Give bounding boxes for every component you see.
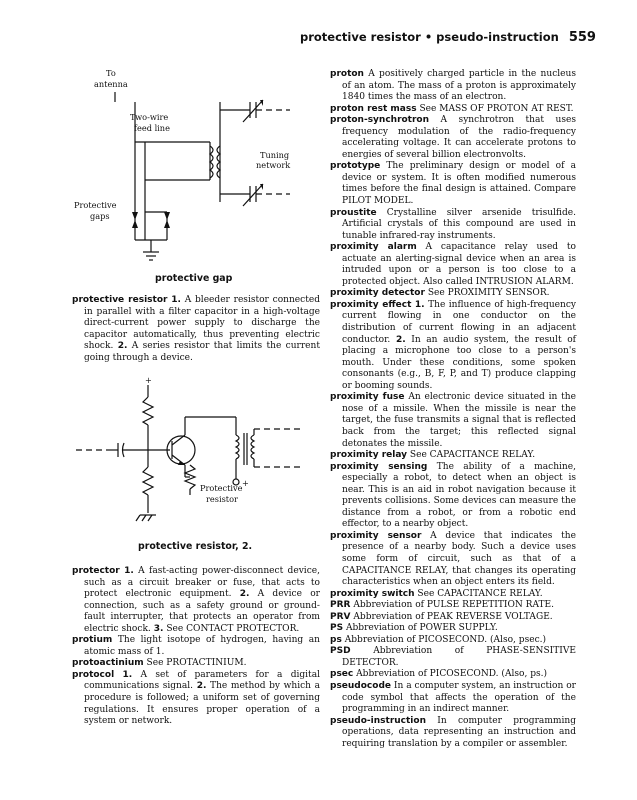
label-protective: Protective — [200, 483, 243, 493]
entry-psd: PSD Abbreviation of PHASE-SENSITIVE DETECTOR. — [330, 646, 576, 668]
entry-proximity-fuse: proximity fuse An electronic device situated in the nose of a missile. When the missile is near the target, the fuse transmits a signal that is reflected back from the target; this reflected signal detonates the missile. — [330, 392, 576, 449]
plus-side: + — [242, 478, 249, 488]
entry-prv: PRV Abbreviation of PEAK REVERSE VOLTAGE. — [330, 611, 553, 622]
label-two-wire: Two-wire — [130, 112, 169, 122]
label-antenna: antenna — [94, 79, 128, 89]
entry-prototype: prototype The preliminary design or model of a device or system. It is often modified numerous times before the final design is attained. Compare PILOT MODEL. — [330, 161, 576, 207]
entry-protium: protium The light isotope of hydrogen, having an atomic mass of 1. — [72, 635, 320, 657]
label-tuning: Tuning — [260, 150, 290, 160]
header-title: protective resistor • pseudo-instruction — [300, 30, 559, 44]
page-number: 559 — [568, 30, 596, 45]
entry-prr: PRR Abbreviation of PULSE REPETITION RATE. — [330, 600, 555, 611]
protective-gap-figure — [60, 62, 320, 272]
label-resistor: resistor — [206, 494, 238, 504]
entry-proximity-effect: proximity effect 1. The influence of high-frequency current flowing in one conductor on the distribution of current flowing in an adjacent conductor. 2. In an audio system, the result of placing a microphone too close to a person's mouth. Under these conditions, some spoken consonants (e.g., B, F, P, and T) produce clapping or booming sounds. — [330, 299, 576, 391]
entry-protector: protector 1. A fast-acting power-disconnect device, such as a circuit breaker or fuse, that acts to protect electronic equipment. 2. A device or connection, such as a safety ground or ground-fault interrupter, that protects an operator from electric shock. 3. See CONTACT PROTECTOR. — [72, 566, 320, 634]
label-network: network — [256, 160, 291, 170]
figure2-caption: protective resistor, 2. — [138, 541, 253, 552]
right-column — [330, 69, 576, 750]
entry-protocol: protocol 1. A set of parameters for a digital communications signal. 2. The method by which a procedure is followed; a uniform set of governing regulations. It ensures proper operation of a system or network. — [72, 669, 320, 727]
entry-proximity-relay: proximity relay See CAPACITANCE RELAY. — [330, 450, 536, 461]
entry-proton-rest-mass: proton rest mass See MASS OF PROTON AT REST. — [330, 103, 574, 114]
entry-psec: psec Abbreviation of PICOSECOND. (Also, ps.) — [330, 669, 548, 680]
figure1-caption: protective gap — [155, 273, 233, 284]
entry-proustite: proustite Crystalline silver arsenide trisulfide. Artificial crystals of this compound are used in tunable infrared-ray instruments. — [330, 207, 576, 241]
label-protective: Protective — [74, 200, 117, 210]
entry-proximity-alarm: proximity alarm A capacitance relay used to actuate an alerting-signal device when an area is intruded upon or a person is too close to a protected object. Also called INTRUSION ALARM. — [330, 242, 576, 287]
entry-protoactinium: protoactinium See PROTACTINIUM. — [72, 658, 247, 669]
entry-proton: proton A positively charged particle in the nucleus of an atom. The mass of a proton is approximately 1840 times the mass of an electron. — [330, 69, 576, 103]
plus-top: + — [145, 375, 152, 385]
protective-resistor-diagram — [68, 375, 328, 535]
protective-gap-diagram — [60, 62, 320, 272]
entry-proximity-sensing: proximity sensing The ability of a machine, especially a robot, to detect when an object is near. This is an aid in robot navigation because it prevents collisions. Some devices can measure the distance from a robot, or from a robotic end effector, to a nearby object. — [330, 461, 576, 530]
entry-term: protective resistor — [72, 295, 168, 305]
label-feed-line: feed line — [134, 123, 170, 133]
entry-ps-upper: PS Abbreviation of POWER SUPPLY. — [330, 623, 498, 634]
entry-pseudo-instruction: pseudo-instruction In computer programming operations, data representing an instruction and requiring translation by a compiler or assembler. — [330, 715, 576, 749]
left-column-bottom — [72, 566, 320, 728]
entry-proximity-switch: proximity switch See CAPACITANCE RELAY. — [330, 588, 543, 599]
protective-resistor-figure — [68, 375, 328, 535]
label-to: To — [106, 68, 116, 78]
entry-pseudocode: pseudocode In a computer system, an instruction or code symbol that affects the operation of the programming in an indirect manner. — [330, 680, 576, 715]
entry-protective-resistor: protective resistor 1. A bleeder resistor connected in parallel with a filter capacitor in a high-voltage direct-current power supply to discharge the capacitor automatically, thus preventing electric shock. 2. A series resistor that limits the current going through a device. — [72, 295, 321, 363]
entry-proximity-detector: proximity detector See PROXIMITY SENSOR. — [330, 288, 550, 299]
label-gaps: gaps — [90, 211, 110, 221]
left-column-top — [72, 295, 320, 364]
entry-proximity-sensor: proximity sensor A device that indicates the presence of a nearby body. Such a device uses some form of circuit, such as that of a CAPACITANCE RELAY, that changes its operating characteristics when an object enters its field. — [330, 530, 576, 588]
entry-proton-synchrotron: proton-synchrotron A synchrotron that uses frequency modulation of the radio-frequency accelerating voltage. It can accelerate protons to energies of several billion electronvolts. — [330, 115, 576, 160]
entry-ps-lower: ps Abbreviation of PICOSECOND. (Also, psec.) — [330, 634, 547, 645]
running-header — [300, 30, 596, 45]
